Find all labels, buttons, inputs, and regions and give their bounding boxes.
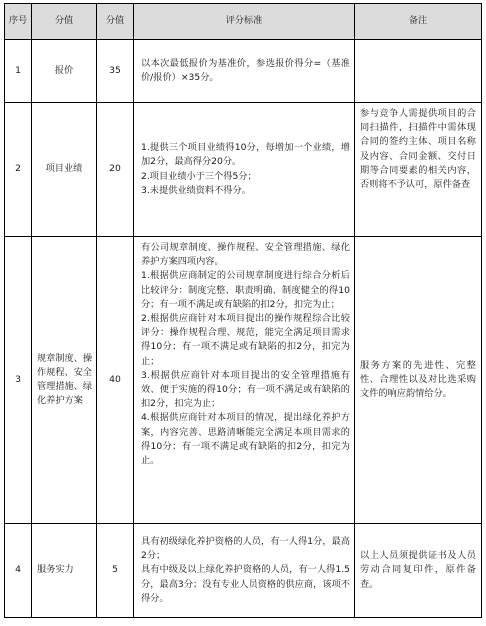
row-notes	[355, 40, 482, 103]
row-criteria	[134, 40, 355, 103]
row-criteria	[134, 103, 355, 237]
row-item: 项目业绩	[32, 103, 97, 237]
criteria-line: 1.根据供应商制定的公司规章制度进行综合分析后比较评分：制度完整、职责明确、制度健全的得10分；有一项不满足或有缺陷的扣2分，扣完为止；	[141, 270, 350, 310]
row-seq: 4	[5, 524, 32, 618]
row-seq: 3	[5, 237, 32, 524]
row-seq: 2	[5, 103, 32, 237]
header-item: 分值	[32, 4, 97, 40]
criteria-line: 3.根据供应商针对本项目提出的安全管理措施有效、便于实施的得10分；有一项不满足或有缺陷的扣2分，扣完为止；	[141, 369, 350, 410]
row-item: 报价	[32, 40, 97, 103]
row-seq: 1	[5, 40, 32, 103]
criteria-line: 1.提供三个项目业绩得10分，每增加一个业绩，增加2分，最高得分20分。	[141, 142, 350, 168]
header-row	[5, 4, 482, 40]
row-item: 服务实力	[32, 524, 97, 618]
row-score: 35	[97, 40, 134, 103]
notes-text: 参与竞争人需提供项目的合同扫描件，扫描件中需体现合同的签约主体、项目名称及内容、合同金额、交付日期等合同要素的相关内容，否则将不予认可，原件备查	[360, 108, 476, 191]
criteria-line: 3.未提供业绩资料不得分。	[141, 184, 251, 196]
header-criteria: 评分标准	[134, 4, 355, 40]
row-criteria	[134, 237, 355, 524]
criteria-line: 具有中级及以上绿化养护资格的人员，有一人得1.5分，最高3分；没有专业人员资格的供应商，该项不得分。	[141, 564, 350, 604]
header-notes: 备注	[355, 4, 482, 40]
criteria-line: 2.根据供应商针对本项目提出的操作规程综合比较评分：操作规程合理、规范，能完全满足项目需求得10分；有一项不满足或有缺陷的扣2分，扣完为止；	[141, 313, 350, 367]
row-score: 5	[97, 524, 134, 618]
criteria-line: 4.根据供应商针对本项目的情况，提出绿化养护方案，内容完善、思路清晰能完全满足本项目需求的得10分；有一项不满足或有缺陷的扣2分，扣完为止。	[141, 412, 350, 467]
row-notes	[355, 103, 482, 237]
notes-text: 以上人员须提供证书及人员劳动合同复印件，原件备查。	[360, 550, 476, 590]
criteria-line: 有公司规章制度、操作规程、安全管理措施、绿化养护方案四项内容。	[141, 242, 350, 268]
row-score: 20	[97, 103, 134, 237]
table-row	[5, 40, 482, 103]
table-row	[5, 524, 482, 618]
header-seq: 序号	[5, 4, 32, 40]
table-row	[5, 103, 482, 237]
row-score: 40	[97, 237, 134, 524]
header-score: 分值	[97, 4, 134, 40]
criteria-line: 以本次最低报价为基准价，参选报价得分=（基准价/报价）×35分。	[141, 57, 350, 83]
notes-text: 服务方案的先进性、完整性、合理性以及对比选采购文件的响应韵情给分。	[360, 359, 476, 400]
row-item: 规章制度、操作规程、安全管理措施、绿化养护方案	[32, 237, 97, 524]
row-notes	[355, 524, 482, 618]
criteria-line: 具有初级绿化养护资格的人员，有一人得1分，最高2分；	[141, 535, 350, 562]
table-row	[5, 237, 482, 524]
row-notes	[355, 237, 482, 524]
criteria-line: 2.项目业绩小于三个得5分；	[141, 170, 257, 182]
scoring-table	[4, 3, 482, 618]
row-criteria	[134, 524, 355, 618]
